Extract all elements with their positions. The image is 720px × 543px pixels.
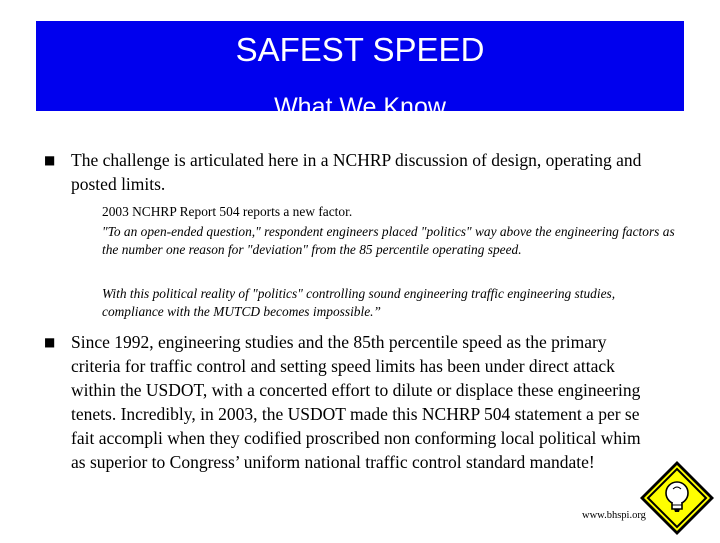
bullet-text: The challenge is articulated here in a NCHRP discussion of design, operating and posted limits. [71, 150, 642, 194]
sub-item-reality: With this political reality of "politics" controlling sound engineering traffic engineering studies, compliance with the MUTCD becomes impossible.” [102, 286, 616, 319]
bullet-text: Since 1992, engineering studies and the 85th percentile speed as the primary criteria for traffic control and setting speed limits has been under direct attack within the USDOT, with a concerted effort to dilute or displace these engineering tenets. Incredibly, in 2003, the USDOT made this NCHRP 504 statement a per se fait accompli when they codified proscribed non conforming local political whim as superior to Congress’ uniform national traffic control standard mandate! [71, 332, 641, 472]
sub-item-report: 2003 NCHRP Report 504 reports a new factor. [102, 204, 353, 219]
square-bullet-icon: ■ [44, 153, 56, 167]
sub-item-quote: "To an open-ended question," respondent engineers placed "politics" way above the engineering factors as the number one reason for "deviation" from the 85 percentile operating speed. [102, 224, 675, 257]
title-banner [36, 21, 684, 121]
lightbulb-warning-sign-icon [637, 458, 717, 538]
bullet-item [44, 148, 654, 196]
slide-title: SAFEST SPEED [235, 31, 485, 68]
slide-subtitle: What We Know [274, 93, 446, 121]
square-bullet-icon: ■ [44, 335, 56, 349]
bullet-item [44, 330, 644, 474]
footer-url: www.bhspi.org [582, 510, 646, 521]
